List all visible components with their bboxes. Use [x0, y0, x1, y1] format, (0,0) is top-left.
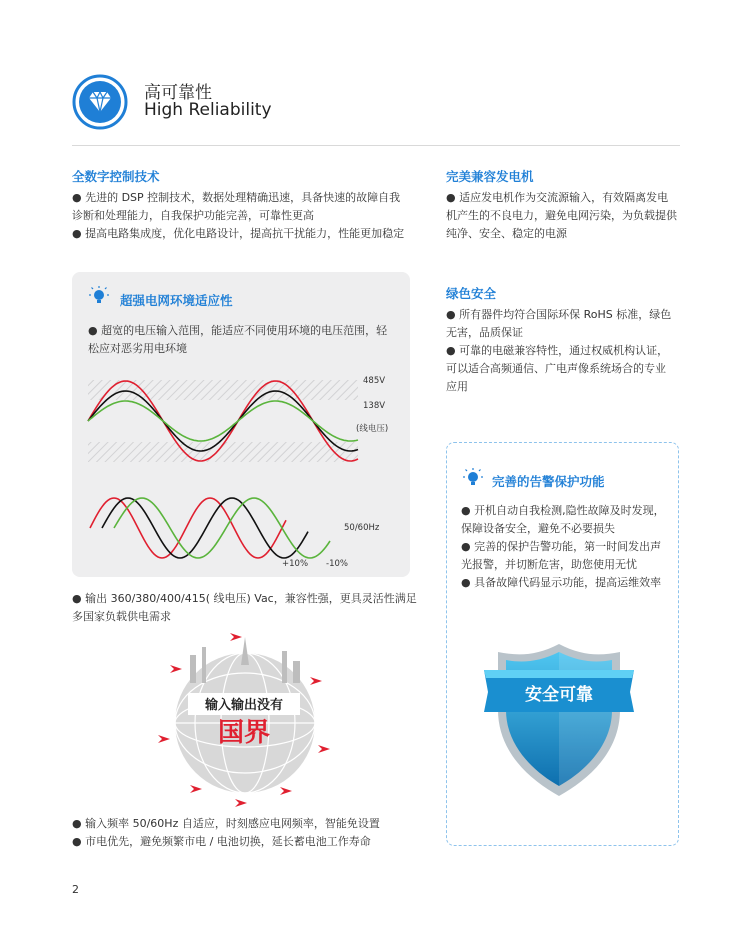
label-line-voltage: (线电压) — [356, 424, 389, 434]
frequency-wave-chart — [86, 490, 406, 572]
globe-text-1: 输入输出没有 — [204, 698, 284, 713]
shield-icon — [484, 640, 634, 800]
text-line: ● 提高电路集成度，优化电路设计，提高抗干扰能力，性能更加稳定 — [72, 227, 405, 240]
alarm-title: 完善的告警保护功能 — [492, 474, 605, 489]
generator-title: 完美兼容发电机 — [446, 169, 534, 184]
lightbulb-icon — [462, 467, 484, 489]
text-line: 机产生的不良电力，避免电网污染，为负载提供 — [446, 209, 677, 222]
text-line: ● 超宽的电压输入范围，能适应不同使用环境的电压范围，轻 — [88, 324, 388, 337]
text-line: ● 市电优先，避免频繁市电 / 电池切换，延长蓄电池工作寿命 — [72, 835, 371, 848]
text-line: 保障设备安全，避免不必要损失 — [461, 522, 615, 535]
globe-illustration — [150, 625, 340, 815]
output-text — [72, 590, 417, 626]
text-line: ● 所有器件均符合国际环保 RoHS 标准，绿色 — [446, 308, 672, 321]
digital-control-text — [72, 189, 417, 243]
digital-control-title: 全数字控制技术 — [72, 169, 160, 184]
text-line: 可以适合高频通信、广电声像系统场合的专业 — [446, 362, 666, 375]
text-line: 光报警，并切断危害，助您使用无忧 — [461, 558, 637, 571]
page-header — [72, 72, 680, 147]
label-138v: 138V — [363, 401, 386, 411]
text-line: ● 输入频率 50/60Hz 自适应，时刻感应电网频率，智能免设置 — [72, 817, 380, 830]
label-485v: 485V — [363, 376, 386, 386]
voltage-wave-chart — [86, 370, 406, 470]
lightbulb-icon — [88, 285, 110, 307]
grid-adapt-text — [88, 322, 408, 358]
generator-text — [446, 189, 684, 243]
grid-adapt-title: 超强电网环境适应性 — [120, 293, 233, 308]
page-title-cn: 高可靠性 — [144, 83, 212, 103]
text-line: ● 可靠的电磁兼容特性，通过权威机构认证， — [446, 344, 669, 357]
input-freq-text — [72, 815, 417, 851]
label-minus-10: -10% — [326, 559, 348, 569]
diamond-icon — [72, 74, 128, 130]
alarm-text — [461, 502, 675, 592]
green-text — [446, 306, 684, 396]
header-divider — [72, 145, 680, 146]
shield-text: 安全可靠 — [525, 685, 593, 705]
label-plus-10: +10% — [282, 559, 309, 569]
text-line: ● 具备故障代码显示功能，提高运维效率 — [461, 576, 662, 589]
text-line: ● 完善的保护告警功能，第一时间发出声 — [461, 540, 662, 553]
text-line: 松应对恶劣用电环境 — [88, 342, 187, 355]
text-line: ● 先进的 DSP 控制技术，数据处理精确迅速，具备快速的故障自我 — [72, 191, 401, 204]
text-line: 无害，品质保证 — [446, 326, 523, 339]
text-line: 诊断和处理能力，自我保护功能完善，可靠性更高 — [72, 209, 314, 222]
page-title-en: High Reliability — [144, 100, 272, 120]
green-title: 绿色安全 — [446, 286, 497, 301]
globe-text-2: 国界 — [217, 718, 271, 748]
text-line: ● 适应发电机作为交流源输入，有效隔离发电 — [446, 191, 669, 204]
label-frequency: 50/60Hz — [344, 523, 380, 533]
text-line: 应用 — [446, 380, 468, 393]
text-line: ● 开机自动自我检测,隐性故障及时发现， — [461, 504, 665, 517]
text-line: 多国家负载供电需求 — [72, 610, 171, 623]
page-number: 2 — [72, 883, 79, 896]
text-line: 纯净、安全、稳定的电源 — [446, 227, 567, 240]
text-line: ● 输出 360/380/400/415( 线电压) Vac，兼容性强，更具灵活性满足 — [72, 592, 417, 605]
